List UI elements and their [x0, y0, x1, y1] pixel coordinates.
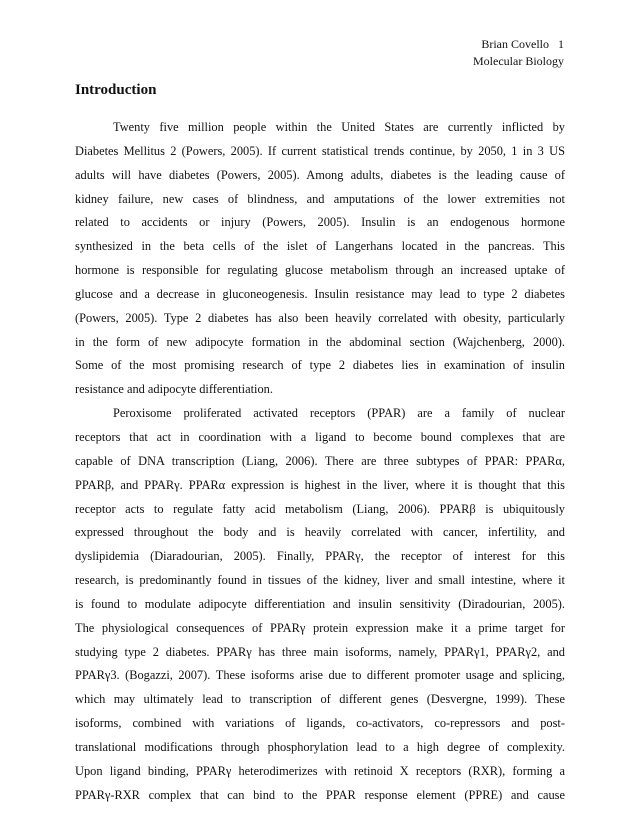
- paragraph-line: receptors that act in coordination with a ligand to become bound complexes that are: [75, 429, 565, 444]
- paragraph-line: dyslipidemia (Diaradourian, 2005). Finally, PPARγ, the receptor of interest for this: [75, 549, 565, 564]
- running-header: [473, 36, 564, 70]
- body-text: [75, 116, 565, 807]
- paragraph-line: which may ultimately lead to transcription of different genes (Desvergne, 1999). These: [75, 692, 565, 707]
- paragraph-line: Diabetes Mellitus 2 (Powers, 2005). If current statistical trends continue, by 2050, 1 in 3 US: [75, 143, 565, 158]
- paragraph-line: receptor acts to regulate fatty acid metabolism (Liang, 2006). PPARβ is ubiquitously: [75, 501, 565, 516]
- header-author-page: Brian Covello 1: [481, 37, 564, 51]
- paragraph-line: glucose and a decrease in gluconeogenesis. Insulin resistance may lead to type 2 diabetes: [75, 286, 565, 301]
- paragraph-line: Peroxisome proliferated activated receptors (PPAR) are a family of nuclear: [113, 406, 565, 421]
- paragraph-line: expressed throughout the body and is heavily correlated with cancer, infertility, and: [75, 525, 565, 540]
- paragraph-line: related to accidents or injury (Powers, 2005). Insulin is an endogenous hormone: [75, 215, 565, 230]
- paragraph-line: resistance and adipocyte differentiation.: [75, 382, 273, 397]
- paragraph-line: Upon ligand binding, PPARγ heterodimerizes with retinoid X receptors (RXR), forming a: [75, 763, 565, 778]
- paragraph-line: PPARβ, and PPARγ. PPARα expression is highest in the liver, where it is thought that this: [75, 477, 565, 492]
- paragraph-line: studying type 2 diabetes. PPARγ has three main isoforms, namely, PPARγ1, PPARγ2, and: [75, 644, 565, 659]
- header-course: Molecular Biology: [473, 54, 564, 68]
- paragraph-line: kidney failure, new cases of blindness, and amputations of the lower extremities not: [75, 191, 565, 206]
- paragraph-line: Twenty five million people within the United States are currently inflicted by: [113, 120, 565, 134]
- paragraph-line: is found to modulate adipocyte differentiation and insulin sensitivity (Diradourian, 2005).: [75, 596, 565, 611]
- paragraph-line: adults will have diabetes (Powers, 2005). Among adults, diabetes is the leading cause of: [75, 167, 565, 182]
- paragraph-line: research, is predominantly found in tissues of the kidney, liver and small intestine, where it: [75, 573, 565, 588]
- paragraph-line: translational modifications through phosphorylation lead to a high degree of complexity.: [75, 739, 565, 754]
- paragraph-line: Some of the most promising research of type 2 diabetes lies in examination of insulin: [75, 358, 565, 373]
- paragraph-line: The physiological consequences of PPARγ protein expression make it a prime target for: [75, 620, 565, 635]
- paragraph-line: synthesized in the beta cells of the islet of Langerhans located in the pancreas. This: [75, 239, 565, 254]
- paragraph-line: (Powers, 2005). Type 2 diabetes has also been heavily correlated with obesity, particularly: [75, 310, 565, 325]
- paragraph-line: hormone is responsible for regulating glucose metabolism through an increased uptake of: [75, 263, 565, 278]
- paragraph-line: isoforms, combined with variations of ligands, co-activators, co-repressors and post-: [75, 716, 565, 731]
- paragraph-line: PPARγ-RXR complex that can bind to the PPAR response element (PPRE) and cause: [75, 787, 565, 802]
- paragraph-line: in the form of new adipocyte formation in the abdominal section (Wajchenberg, 2000).: [75, 334, 565, 349]
- paragraph-line: PPARγ3. (Bogazzi, 2007). These isoforms arise due to different promoter usage and splicing,: [75, 668, 565, 683]
- section-heading: Introduction: [75, 82, 157, 98]
- paragraph-line: capable of DNA transcription (Liang, 2006). There are three subtypes of PPAR: PPARα,: [75, 453, 565, 468]
